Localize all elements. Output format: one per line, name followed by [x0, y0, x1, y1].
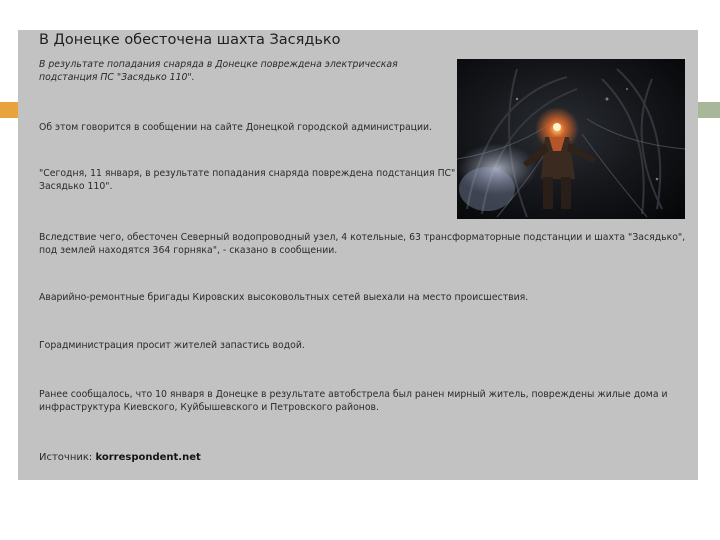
article-paragraph: Об этом говорится в сообщении на сайте Донецкой городской администрации. — [39, 122, 433, 133]
article-paragraph: Аварийно-ремонтные бригады Кировских высоковольтных сетей выехали на место происшествия. — [39, 292, 529, 303]
mine-photo — [457, 59, 685, 219]
article-paragraph: Горадминистрация просит жителей запастись водой. — [39, 340, 305, 351]
article-title: В Донецке обесточена шахта Засядько — [39, 32, 341, 48]
mine-shaft-miner-photo-icon — [457, 59, 685, 219]
article-paragraph: "Сегодня, 11 января, в результате попадания снаряда повреждена подстанция ПС" Засядько 110". — [39, 168, 456, 192]
article-paragraph: Ранее сообщалось, что 10 января в Донецке в результате автобстрела был ранен мирный житель, повреждены жилые дома и инфраструктура Киевского, Куйбышевского и Петровского районов. — [39, 389, 668, 413]
source-label: Источник: — [39, 452, 93, 463]
article-lede: В результате попадания снаряда в Донецке повреждена электрическая подстанция ПС "Засядько 110". — [39, 59, 398, 83]
news-article-panel — [18, 30, 698, 480]
article-paragraph: Вследствие чего, обесточен Северный водопроводный узел, 4 котельные, 63 трансформаторные подстанции и шахта "Засядько", под землей находятся 364 горняка", - сказано в сообщении. — [39, 232, 686, 256]
slide-accent-bar-left — [0, 102, 18, 118]
source-link[interactable]: korrespondent.net — [95, 452, 201, 463]
article-source — [39, 452, 201, 463]
slide-accent-bar-right — [698, 102, 720, 118]
